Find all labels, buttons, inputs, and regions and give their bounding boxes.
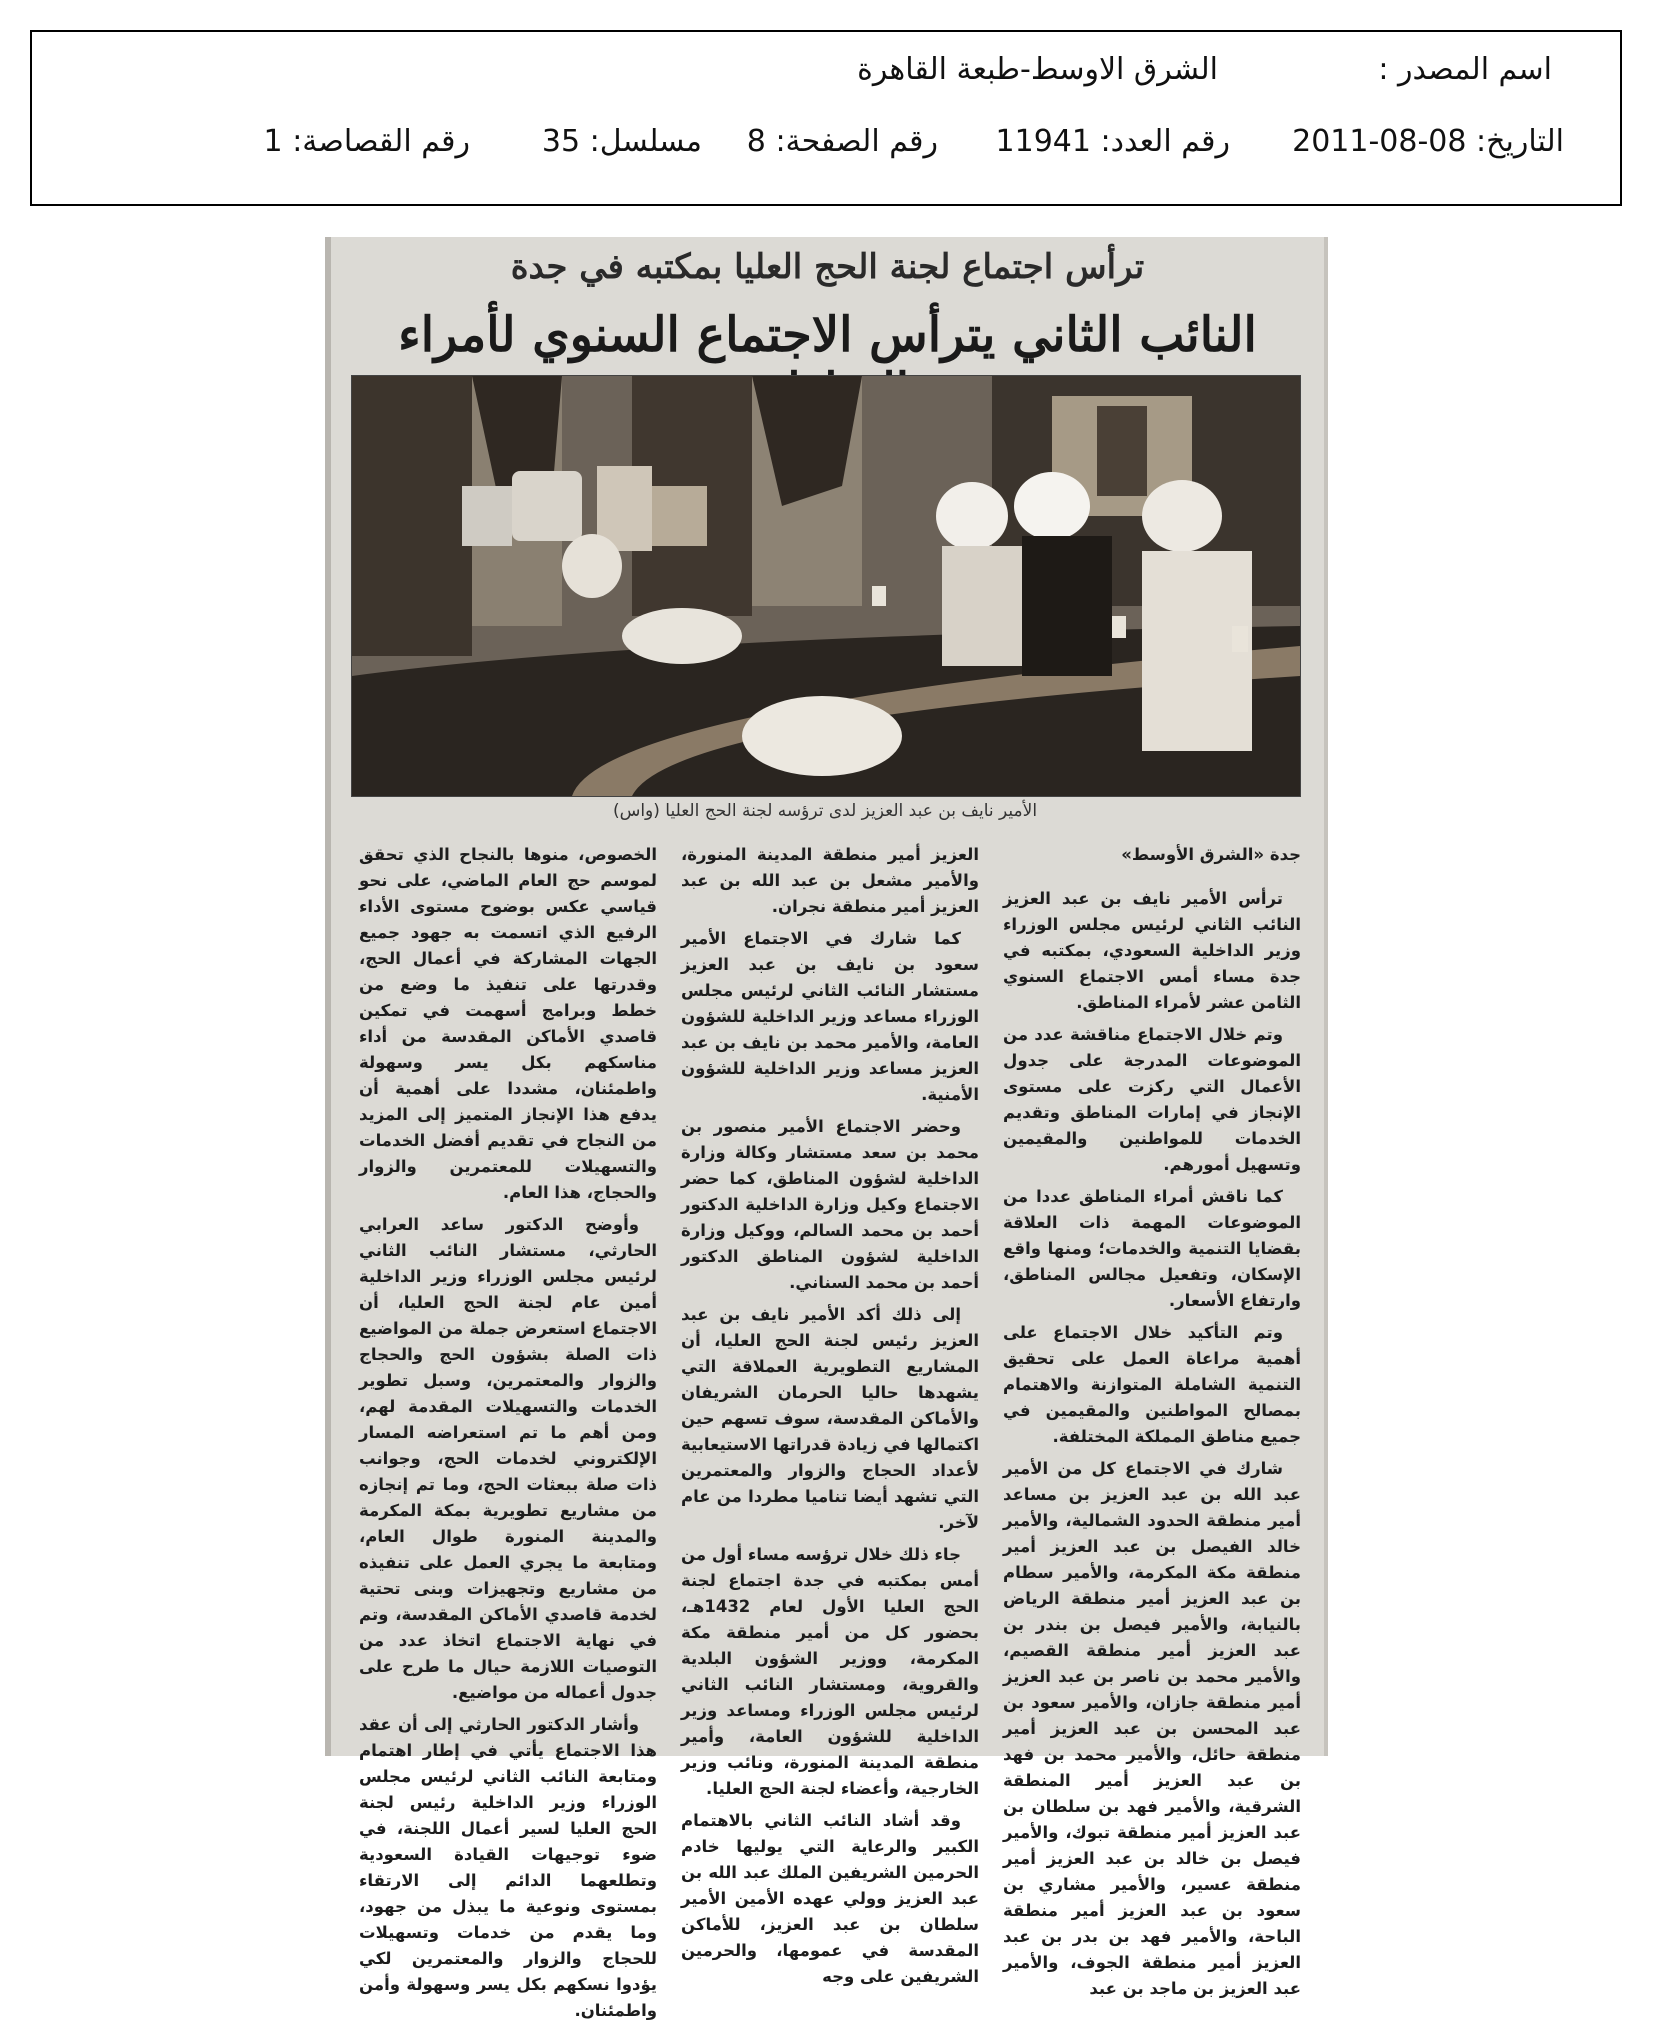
issue-value: 11941 — [995, 124, 1091, 159]
paragraph: الخصوص، منوها بالنجاح الذي تحقق لموسم حج العام الماضي، على نحو قياسي عكس بوضوح مستوى الأداء الرفيع الذي اتسمت به جهود جميع الجهات المشاركة في أعمال الحج، وقدرتها على تنفيذ ما وضع من خطط وبرامج أسهمت في تمكين قاصدي الأماكن المقدسة من أداء مناسكهم بكل يسر وسهولة واطمئنان، مشددا على أهمية أن يدفع هذا الإنجاز المتميز إلى المزيد من النجاح في تقديم أفضل الخدمات والتسهيلات للمعتمرين والزوار والحجاج، هذا العام. — [359, 845, 657, 1202]
paragraph: وأشار الدكتور الحارثي إلى أن عقد هذا الاجتماع يأتي في إطار اهتمام ومتابعة النائب الثاني لرئيس مجلس الوزراء وزير الداخلية رئيس لجنة الحج العليا لسير أعمال اللجنة، في ضوء توجيهات القيادة السعودية وتطلعهما الدائم إلى الارتقاء بمستوى ونوعية ما يبذل من جهود، وما يقدم من خدمات وتسهيلات للحجاج والزوار والمعتمرين لكي يؤدوا نسكهم بكل يسر وسهولة وأمن واطمئنان. — [359, 1715, 657, 2020]
clip-field — [264, 124, 470, 159]
article-kicker: ترأس اجتماع لجنة الحج العليا بمكتبه في جدة — [510, 247, 1145, 287]
page-value: 8 — [746, 124, 766, 159]
clip-value: 1 — [263, 124, 283, 159]
article-dateline: جدة «الشرق الأوسط» — [1121, 845, 1301, 864]
paragraph: شارك في الاجتماع كل من الأمير عبد الله بن عبد العزيز بن مساعد أمير منطقة الحدود الشمالية، والأمير خالد الفيصل بن عبد العزيز أمير منطقة مكة المكرمة، والأمير سطام بن عبد العزيز أمير منطقة الرياض بالنيابة، والأمير فيصل بن بندر بن عبد العزيز أمير منطقة القصيم، والأمير محمد بن ناصر بن عبد العزيز أمير منطقة جازان، والأمير سعود بن عبد المحسن بن عبد العزيز أمير منطقة حائل، والأمير محمد بن فهد بن عبد العزيز أمير المنطقة الشرقية، والأمير فهد بن سلطان بن عبد العزيز أمير منطقة تبوك، والأمير فيصل بن خالد بن عبد العزيز أمير منطقة عسير، والأمير مشاري بن سعود بن عبد العزيز أمير منطقة الباحة، والأمير فهد بن بدر بن عبد العزيز أمير منطقة الجوف، والأمير عبد العزيز بن ماجد بن عبد — [1003, 1459, 1301, 1998]
paragraph: وأوضح الدكتور ساعد العرابي الحارثي، مستشار النائب الثاني لرئيس مجلس الوزراء وزير الداخلية أمين عام لجنة الحج العليا، أن الاجتماع استعرض جملة من المواضيع ذات الصلة بشؤون الحج والحجاج والزوار والمعتمرين، وسبل تطوير الخدمات والتسهيلات المقدمة لهم، ومن أهم ما تم استعراضه المسار الإلكتروني لخدمات الحج، وجوانب ذات صلة ببعثات الحج، وما تم إنجازه من مشاريع تطويرية بمكة المكرمة والمدينة المنورة طوال العام، ومتابعة ما يجري العمل على تنفيذه من مشاريع وتجهيزات وبنى تحتية لخدمة قاصدي الأماكن المقدسة، وتم في نهاية الاجتماع اتخاذ عدد من التوصيات اللازمة حيال ما طرح على جدول أعماله من مواضيع. — [359, 1215, 657, 1702]
article-headline: النائب الثاني يترأس الاجتماع السنوي لأمراء — [398, 307, 1257, 363]
paragraph: وقد أشاد النائب الثاني بالاهتمام الكبير والرعاية التي يوليها خادم الحرمين الشريفين الملك عبد الله بن عبد العزيز وولي عهده الأمين الأمير سلطان بن عبد العزيز، للأماكن المقدسة في عمومها، والحرمين الشريفين على وجه — [681, 1811, 979, 1986]
paragraph: ترأس الأمير نايف بن عبد العزيز النائب الثاني لرئيس مجلس الوزراء وزير الداخلية السعودي، بمكتبه في جدة مساء أمس الاجتماع السنوي الثامن عشر لأمراء المناطق. — [1003, 889, 1301, 1012]
metadata-box — [30, 30, 1622, 206]
article-body — [351, 842, 1301, 2020]
photo-caption: الأمير نايف بن عبد العزيز لدى ترؤسه لجنة الحج العليا (واس) — [612, 801, 1038, 821]
paragraph: كما شارك في الاجتماع الأمير سعود بن نايف بن عبد العزيز مستشار النائب الثاني لرئيس مجلس الوزراء مساعد وزير الداخلية للشؤون العامة، والأمير محمد بن نايف بن عبد العزيز مساعد وزير الداخلية للشؤون الأمنية. — [681, 929, 979, 1104]
newspaper-clipping — [325, 237, 1328, 2020]
paragraph: العزيز أمير منطقة المدينة المنورة، والأمير مشعل بن عبد الله بن عبد العزيز أمير منطقة نجران. — [681, 845, 979, 916]
date-label: التاريخ: — [1476, 124, 1564, 159]
page-label: رقم الصفحة: — [775, 124, 938, 159]
source-value: الشرق الاوسط-طبعة القاهرة — [857, 52, 1218, 87]
date-value: 2011-08-08 — [1292, 124, 1467, 159]
paragraph: وتم التأكيد خلال الاجتماع على أهمية مراعاة العمل على تحقيق التنمية الشاملة المتوازنة والاهتمام بمصالح المواطنين والمقيمين في جميع مناطق المملكة المختلفة. — [1003, 1323, 1301, 1446]
date-field — [1292, 124, 1564, 159]
serial-label: مسلسل: — [589, 124, 702, 159]
page-field — [747, 124, 938, 159]
paragraph: إلى ذلك أكد الأمير نايف بن عبد العزيز رئيس لجنة الحج العليا، أن المشاريع التطويرية العملاقة التي يشهدها حاليا الحرمان الشريفان والأماكن المقدسة، سوف تسهم حين اكتمالها في زيادة قدراتها الاستيعابية لأعداد الحجاج والزوار والمعتمرين التي تشهد أيضا تناميا مطردا من عام لآخر. — [681, 1305, 979, 1532]
serial-field — [542, 124, 702, 159]
paragraph: وحضر الاجتماع الأمير منصور بن محمد بن سعد مستشار وكالة وزارة الداخلية لشؤون المناطق، كما حضر الاجتماع وكيل وزارة الداخلية الدكتور أحمد بن محمد السالم، ووكيل وزارة الداخلية لشؤون المناطق الدكتور أحمد بن محمد السناني. — [681, 1117, 979, 1292]
article-column-1 — [1003, 842, 1301, 1998]
source-label: اسم المصدر : — [1378, 52, 1552, 87]
article-column-3 — [359, 842, 657, 2020]
paragraph: جاء ذلك خلال ترؤسه مساء أول من أمس بمكتبه في جدة اجتماع لجنة الحج العليا الأول لعام 1432هـ، بحضور كل من أمير منطقة مكة المكرمة، ووزير الشؤون البلدية والقروية، ومستشار النائب الثاني لرئيس مجلس الوزراء ومساعد وزير الداخلية للشؤون العامة، وأمير منطقة المدينة المنورة، ونائب وزير الخارجية، وأعضاء لجنة الحج العليا. — [681, 1545, 979, 1798]
meeting-photo-illustration — [352, 376, 1300, 796]
clip-label: رقم القصاصة: — [292, 124, 470, 159]
issue-field — [996, 124, 1230, 159]
issue-label: رقم العدد: — [1100, 124, 1230, 159]
paragraph: وتم خلال الاجتماع مناقشة عدد من الموضوعات المدرجة على جدول الأعمال التي ركزت على مستوى الإنجاز في إمارات المناطق وتقديم الخدمات للمواطنين والمقيمين وتسهيل أمورهم. — [1003, 1025, 1301, 1174]
serial-value: 35 — [541, 124, 581, 159]
article-photo — [351, 375, 1301, 797]
paragraph: كما ناقش أمراء المناطق عددا من الموضوعات المهمة ذات العلاقة بقضايا التنمية والخدمات؛ ومنها واقع الإسكان، وتفعيل مجالس المناطق، وارتفاع الأسعار. — [1003, 1187, 1301, 1310]
article-column-2 — [681, 842, 979, 1986]
